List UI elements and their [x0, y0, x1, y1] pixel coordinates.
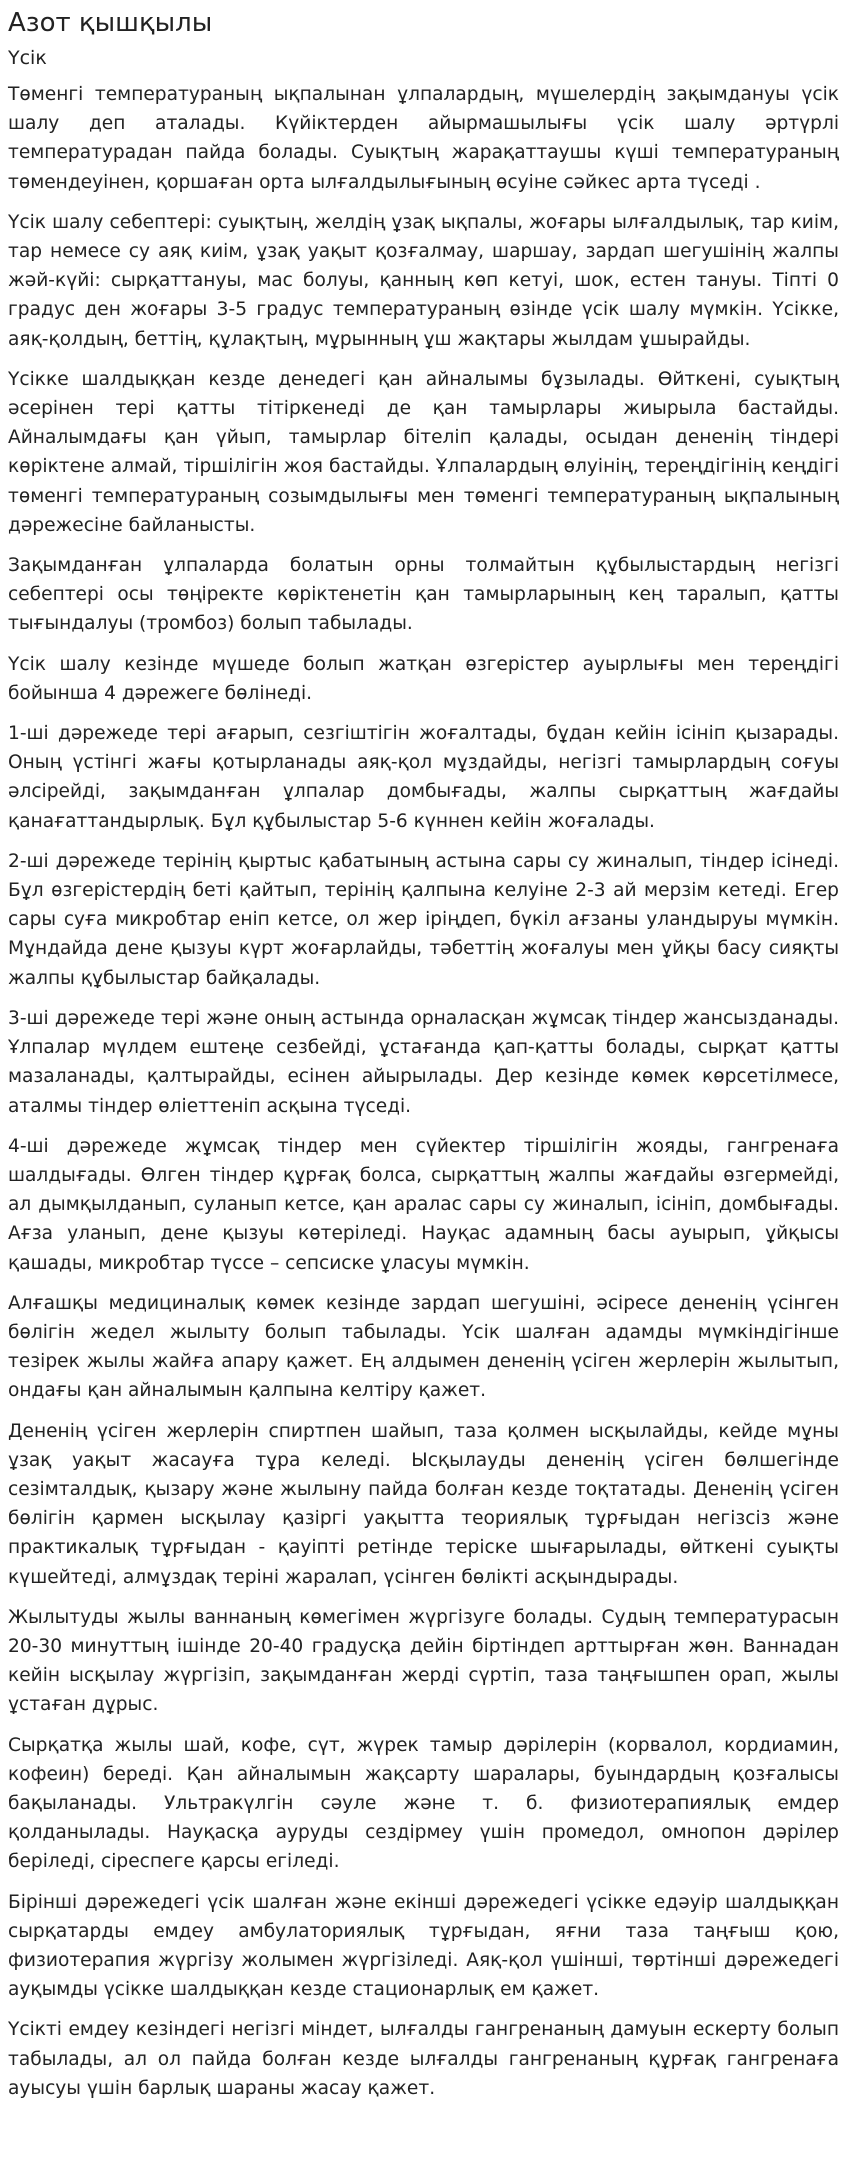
section-heading: Үсік: [8, 47, 47, 69]
paragraph-main-goal: Үсікті емдеу кезіндегі негізгі міндет, ылғалды гангренаның дамуын ескерту болып табылады, ал ол пайда болған кезде ылғалды гангренаның құрғақ гангренаға ауысуы үшін барлық шараны жасау қажет.: [8, 2019, 839, 2099]
paragraph-medication: Сырқатқа жылы шай, кофе, сүт, жүрек тамыр дәрілерін (корвалол, кордиамин, кофеин) береді. Қан айналымын жақсарту шаралары, буындардың қозғалысы бақыланады. Ультракүлгін сәуле және т. б. физиотерапиялық емдер қолданылады. Науқасқа ауруды сездірмеу үшін промедол, омнопон дәрілер беріледі, сіреспеге қарсы егіледі.: [8, 1734, 839, 1873]
paragraph-degree-2: 2-ші дәрежеде терінің қыртыс қабатының астына сары су жиналып, тіндер ісінеді. Бұл өзгерістердің беті қайтып, терінің қалпына келуіне 2-3 ай мерзім кетеді. Егер сары суға микробтар еніп кетсе, ол жер іріңдеп, бүкіл ағзаны уландыруы мүмкін. Мұндайда дене қызуы күрт жоғарлайды, тәбеттің жоғалуы мен ұйқы басу сияқты жалпы құбылыстар байқалады.: [8, 850, 839, 989]
paragraph-degrees-intro: Үсік шалу кезінде мүшеде болып жатқан өзгерістер ауырлығы мен тереңдігі бойынша 4 дәрежеге бөлінеді.: [8, 653, 839, 704]
paragraph-degree-1: 1-ші дәрежеде тері ағарып, сезгіштігін жоғалтады, бұдан кейін ісініп қызарады. Оның үстінгі жағы қотырланады аяқ-қол мұздайды, негізгі тамырлардың соғуы әлсірейді, зақымданған ұлпалар домбығады, жалпы сырқаттың жағдайы қанағаттандырлық. Бұл құбылыстар 5-6 күннен кейін жоғалады.: [8, 723, 839, 832]
paragraph-warm-bath: Жылытуды жылы ваннаның көмегімен жүргізуге болады. Судың температурасын 20-30 минуттың ішінде 20-40 градусқа дейін біртіндеп арттырған жөн. Ваннадан кейін ысқылау жүргізіп, зақымданған жерді сүртіп, таза таңғышпен орап, жылы ұстаған дұрыс.: [8, 1606, 839, 1716]
page-title: Азот қышқылы: [8, 8, 213, 38]
paragraph-degree-4: 4-ші дәрежеде жұмсақ тіндер мен сүйектер тіршілігін жояды, гангренаға шалдығады. Өлген тіндер құрғақ болса, сырқаттың жалпы жағдайы өзгермейді, ал дымқылданып, суланып кетсе, қан аралас сары су жиналып, ісініп, домбығады. Ағза уланып, дене қызуы көтеріледі. Науқас адамның басы ауырып, ұйқысы қашады, микробтар түссе – сепсиске ұласуы мүмкін.: [8, 1135, 839, 1274]
paragraph-outpatient: Бірінші дәрежедегі үсік шалған және екінші дәрежедегі үсікке едәуір шалдыққан сырқатарды емдеу амбулаториялық тұрғыдан, яғни таза таңғыш қою, физиотерапия жүргізу жолымен жүргізіледі. Аяқ-қол үшінші, төртінші дәрежедегі ауқымды үсікке шалдыққан кезде стационарлық ем қажет.: [8, 1891, 839, 2001]
paragraph-degree-3: 3-ші дәрежеде тері және оның астында орналасқан жұмсақ тіндер жансызданады. Ұлпалар мүлдем ештеңе сезбейді, ұстағанда қап-қатты болады, сырқат қатты мазаланады, қалтырайды, есінен айырылады. Дер кезінде көмек көрсетілмесе, аталмы тіндер өліеттеніп асқына түседі.: [8, 1007, 839, 1117]
paragraph-thrombosis: Зақымданған ұлпаларда болатын орны толмайтын құбылыстардың негізгі себептері осы төңіректе көріктенетін қан тамырларының кең таралып, қатты тығындалуы (тромбоз) болып табылады.: [8, 555, 839, 635]
paragraph-definition: Төменгі температураның ықпалынан ұлпалардың, мүшелердің зақымдануы үсік шалу деп аталады. Күйіктерден айырмашылығы үсік шалу әртүрлі температурадан пайда болады. Суықтың жарақаттаушы күші температураның төмендеуінен, қоршаған орта ылғалдылығының өсуіне сәйкес арта түседі .: [8, 84, 839, 193]
paragraph-first-aid: Алғашқы медициналық көмек кезінде зардап шегушіні, әсіресе дененің үсінген бөлігін жедел жылыту болып табылады. Үсік шалған адамды мүмкіндігінше тезірек жылы жайға апару қажет. Ең алдымен дененің үсіген жерлерін жылытып, ондағы қан айналымын қалпына келтіру қажет.: [8, 1292, 839, 1402]
paragraph-causes: Үсік шалу себептері: суықтың, желдің ұзақ ықпалы, жоғары ылғалдылық, тар киім, тар немесе су аяқ киім, ұзақ уақыт қозғалмау, шаршау, зардап шегушінің жалпы жәй-күйі: сырқаттануы, мас болуы, қанның көп кетуі, шок, естен тануы. Тіпті 0 градус ден жоғары 3-5 градус температураның өзінде үсік шалу мүмкін. Үсікке, аяқ-қолдың, беттің, құлақтың, мұрынның ұш жақтары жылдам ұшырайды.: [8, 211, 839, 350]
paragraph-circulation: Үсікке шалдыққан кезде денедегі қан айналымы бұзылады. Өйткені, суықтың әсерінен тері қатты тітіркенеді де қан тамырлары жиырыла бастайды. Айналымдағы қан үйып, тамырлар бітеліп қалады, осыдан дененің тіндері көріктене алмай, тіршілігін жоя бастайды. Ұлпалардың өлуінің, тереңдігінің кеңдігі төменгі температураның созымдылығы мен төменгі температураның ықпалының дәрежесіне байланысты.: [8, 368, 839, 536]
paragraph-rubbing: Дененің үсіген жерлерін спиртпен шайып, таза қолмен ысқылайды, кейде мұны ұзақ уақыт жасауға тұра келеді. Ысқылауды дененің үсіген бөлшегінде сезімталдық, қызару және жылыну пайда болған кезде тоқтатады. Дененің үсіген бөлігін қармен ысқылау қазіргі уақытта теориялық тұрғыдан негізсіз және практикалық тұрғыдан - қауіпті ретінде теріске шығарылады, өйткені суықты күшейтеді, алмұздақ теріні жаралап, үсінген бөлікті асқындырады.: [8, 1420, 839, 1588]
